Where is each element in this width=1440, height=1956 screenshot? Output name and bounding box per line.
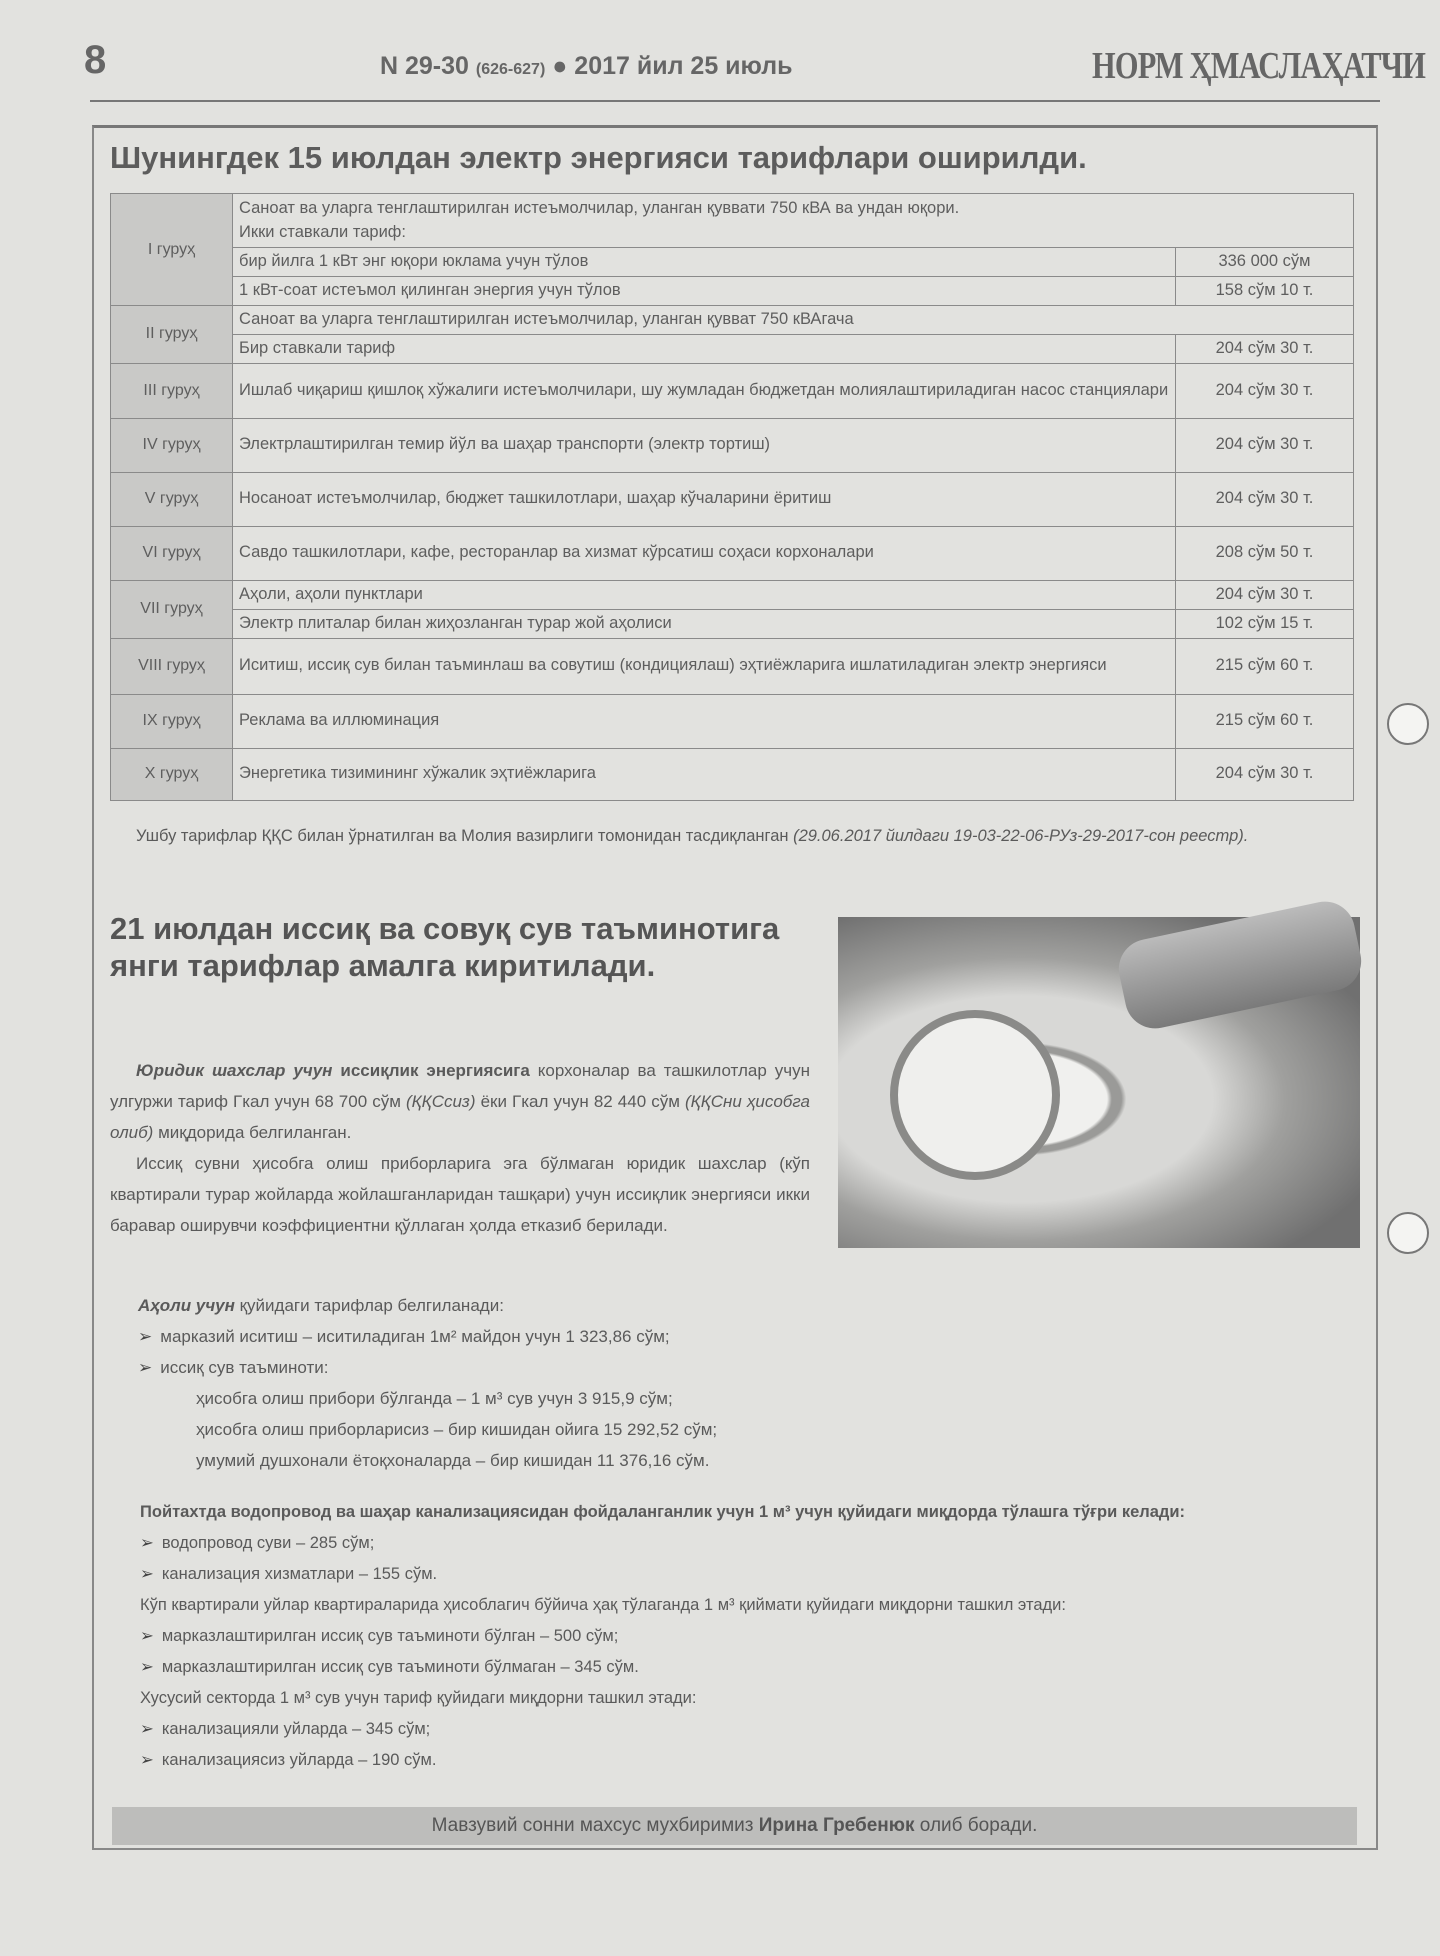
legal-entities-paragraph [110, 1055, 810, 1241]
group-cell: V гуруҳ [111, 472, 233, 526]
issue-date: 2017 йил 25 июль [574, 52, 793, 80]
desc-cell: Бир ставкали тариф [233, 334, 1176, 363]
emphasis: Аҳоли учун [138, 1296, 235, 1315]
text: Мавзувий сонни махсус мухбиримиз [431, 1815, 759, 1836]
paragraph [110, 1055, 810, 1148]
table-row [111, 334, 1354, 363]
section-title-electricity: Шунингдек 15 июлдан электр энергияси тарифлари оширилди. [110, 140, 1087, 175]
value-cell: 204 сўм 30 т. [1176, 580, 1354, 609]
arrow-bullet-icon: ➢ [140, 1751, 154, 1769]
desc-cell: Иситиш, иссиқ сув билан таъминлаш ва совутиш (кондициялаш) эҳтиёжларига ишлатиладиган электр энергияси [233, 638, 1176, 694]
group-cell: IV гуруҳ [111, 418, 233, 472]
arrow-bullet-icon: ➢ [140, 1658, 154, 1676]
text: водопровод суви – 285 сўм; [161, 1534, 375, 1552]
emphasis: иссиқлик энергиясига [332, 1061, 530, 1080]
list-item [110, 1528, 1354, 1559]
note-text: Ушбу тарифлар ҚҚС билан ўрнатилган ва Молия вазирлиги томонидан тасдиқланган [136, 827, 794, 845]
arrow-bullet-icon: ➢ [140, 1534, 154, 1552]
note-registry: (29.06.2017 йилдаги 19-03-22-06-РУз-29-2017-сон реестр). [793, 827, 1249, 845]
desc-cell: Электр плиталар билан жиҳозланган турар жой аҳолиси [233, 609, 1176, 638]
group-cell: VI гуруҳ [111, 526, 233, 580]
issue-number: N 29-30 [380, 52, 469, 80]
table-row [111, 194, 1354, 248]
table-row [111, 580, 1354, 609]
list-item [138, 1321, 918, 1352]
table-row [111, 748, 1354, 800]
value-cell: 102 сўм 15 т. [1176, 609, 1354, 638]
author-credit-band [112, 1807, 1357, 1845]
section-title-water: 21 июлдан иссиқ ва совуқ сув таъминотига янги тарифлар амалга киритилади. [110, 911, 780, 984]
text: корхоналар ва ташкилотлар учун улгуржи тариф Гкал учун 68 700 сўм [110, 1061, 810, 1111]
arrow-bullet-icon: ➢ [140, 1627, 154, 1645]
desc-cell: Энергетика тизимининг хўжалик эҳтиёжларига [233, 748, 1176, 800]
group-cell: IX гуруҳ [111, 694, 233, 748]
group-cell: VIII гуруҳ [111, 638, 233, 694]
text: олиб боради. [914, 1815, 1038, 1836]
text: марказлаштирилган иссиқ сув таъминоти бўлган – 500 сўм; [161, 1627, 619, 1645]
newspaper-logo: НОРМ ҲМАСЛАҲАТЧИ [1092, 45, 1426, 87]
text: канализациясиз уйларда – 190 сўм. [161, 1751, 437, 1769]
list-item [110, 1745, 1354, 1776]
tariff-note [110, 822, 1354, 851]
value-cell: 336 000 сўм [1176, 248, 1354, 277]
text: канализация хизматлари – 155 сўм. [161, 1565, 438, 1583]
sub-item: умумий душхонали ётоқхоналарда – бир кишидан 11 376,16 сўм. [196, 1451, 710, 1470]
table-row [111, 248, 1354, 277]
capital-title: Пойтахтда водопровод ва шаҳар канализациясидан фойдаланганлик учун 1 м³ учун қуйидаги миқдорда тўлашга тўғри келади: [140, 1503, 1186, 1521]
text: марказий иситиш – иситиладиган 1м² майдон учун 1 323,86 сўм; [160, 1327, 670, 1346]
private-intro: Хусусий секторда 1 м³ сув учун тариф қуйидаги миқдорни ташкил этади: [140, 1689, 697, 1707]
paragraph: Иссиқ сувни ҳисобга олиш приборларига эга бўлмаган юридик шахслар (кўп квартирали турар жойларда жойлашганларидан ташқари) учун иссиқлик энергияси икки баравар оширувчи коэффициентни қўллаган ҳолда етказиб берилади. [110, 1154, 810, 1235]
group-cell: X гуруҳ [111, 748, 233, 800]
arrow-bullet-icon: ➢ [138, 1327, 153, 1346]
list-item [138, 1352, 918, 1383]
arrow-bullet-icon: ➢ [140, 1565, 154, 1583]
tariff-table [110, 193, 1354, 801]
table-row [111, 638, 1354, 694]
population-tariffs [138, 1290, 918, 1476]
group-cell: II гуруҳ [111, 305, 233, 363]
author-name: Ирина Гребенюк [758, 1815, 915, 1836]
text: қуйидаги тарифлар белгиланади: [234, 1296, 504, 1315]
issue-info [380, 52, 793, 81]
value-cell: 215 сўм 60 т. [1176, 638, 1354, 694]
desc-text: Икки ставкали тариф: [239, 222, 406, 241]
text: марказлаштирилган иссиқ сув таъминоти бўлмаган – 345 сўм. [161, 1658, 639, 1676]
table-row [111, 694, 1354, 748]
sub-item: ҳисобга олиш приборларисиз – бир кишидан ойига 15 292,52 сўм; [196, 1420, 718, 1439]
text: иссиқ сув таъминоти: [160, 1358, 329, 1377]
desc-cell: Реклама ва иллюминация [233, 694, 1176, 748]
desc-text: Саноат ва уларга тенглаштирилган истеъмолчилар, уланган қуввати 750 кВА ва ундан юқори. [239, 198, 960, 217]
page-number: 8 [84, 38, 107, 82]
intro [138, 1290, 918, 1321]
group-cell: VII гуруҳ [111, 580, 233, 638]
text: канализацияли уйларда – 345 сўм; [161, 1720, 431, 1738]
desc-cell: 1 кВт-соат истеъмол қилинган энергия учун тўлов [233, 276, 1176, 305]
arrow-bullet-icon: ➢ [138, 1358, 153, 1377]
sub-item: ҳисобга олиш прибори бўлганда – 1 м³ сув учун 3 915,9 сўм; [196, 1389, 673, 1408]
table-row [111, 276, 1354, 305]
desc-cell: Электрлаштирилган темир йўл ва шаҳар транспорти (электр тортиш) [233, 418, 1176, 472]
desc-cell: бир йилга 1 кВт энг юқори юклама учун тўлов [233, 248, 1176, 277]
value-cell: 215 сўм 60 т. [1176, 694, 1354, 748]
header-rule [90, 100, 1380, 102]
multi-intro: Кўп квартирали уйлар квартираларида ҳисоблагич бўйича ҳақ тўлаганда 1 м³ қиймати қуйидаги миқдорни ташкил этади: [140, 1596, 1066, 1614]
punch-hole [1387, 1212, 1429, 1254]
group-cell: I гуруҳ [111, 194, 233, 306]
punch-hole [1387, 703, 1429, 745]
list-item [110, 1714, 1354, 1745]
value-cell: 204 сўм 30 т. [1176, 748, 1354, 800]
desc-cell: Савдо ташкилотлари, кафе, ресторанлар ва хизмат кўрсатиш соҳаси корхоналари [233, 526, 1176, 580]
table-row [111, 305, 1354, 334]
table-row [111, 472, 1354, 526]
list-item [110, 1559, 1354, 1590]
value-cell: 208 сўм 50 т. [1176, 526, 1354, 580]
text: ёки Гкал учун 82 440 сўм [475, 1092, 686, 1111]
bullet-icon: ● [552, 52, 568, 80]
text: (ҚҚСни ҳисобга олиб) [110, 1092, 810, 1142]
desc-cell: Саноат ва уларга тенглаштирилган истеъмолчилар, уланган қувват 750 кВАгача [233, 305, 1354, 334]
desc-cell [233, 194, 1354, 248]
value-cell: 204 сўм 30 т. [1176, 418, 1354, 472]
value-cell: 204 сўм 30 т. [1176, 472, 1354, 526]
desc-cell: Ишлаб чиқариш қишлоқ хўжалиги истеъмолчилари, шу жумладан бюджетдан молиялаштириладиган насос станциялари [233, 363, 1176, 418]
table-row [111, 418, 1354, 472]
capital-water-tariffs [110, 1497, 1354, 1776]
list-item [110, 1621, 1354, 1652]
table-row [111, 609, 1354, 638]
desc-cell: Аҳоли, аҳоли пунктлари [233, 580, 1176, 609]
issue-numbers: (626-627) [475, 61, 546, 78]
meter-dial-image [890, 1010, 1060, 1180]
text: (ҚҚСсиз) [406, 1092, 476, 1111]
list-item [110, 1652, 1354, 1683]
group-cell: III гуруҳ [111, 363, 233, 418]
desc-cell: Носаноат истеъмолчилар, бюджет ташкилотлари, шаҳар кўчаларини ёритиш [233, 472, 1176, 526]
value-cell: 158 сўм 10 т. [1176, 276, 1354, 305]
table-row [111, 363, 1354, 418]
emphasis: Юридик шахслар учун [136, 1061, 333, 1080]
arrow-bullet-icon: ➢ [140, 1720, 154, 1738]
value-cell: 204 сўм 30 т. [1176, 363, 1354, 418]
value-cell: 204 сўм 30 т. [1176, 334, 1354, 363]
table-row [111, 526, 1354, 580]
text: миқдорида белгиланган. [153, 1123, 352, 1142]
